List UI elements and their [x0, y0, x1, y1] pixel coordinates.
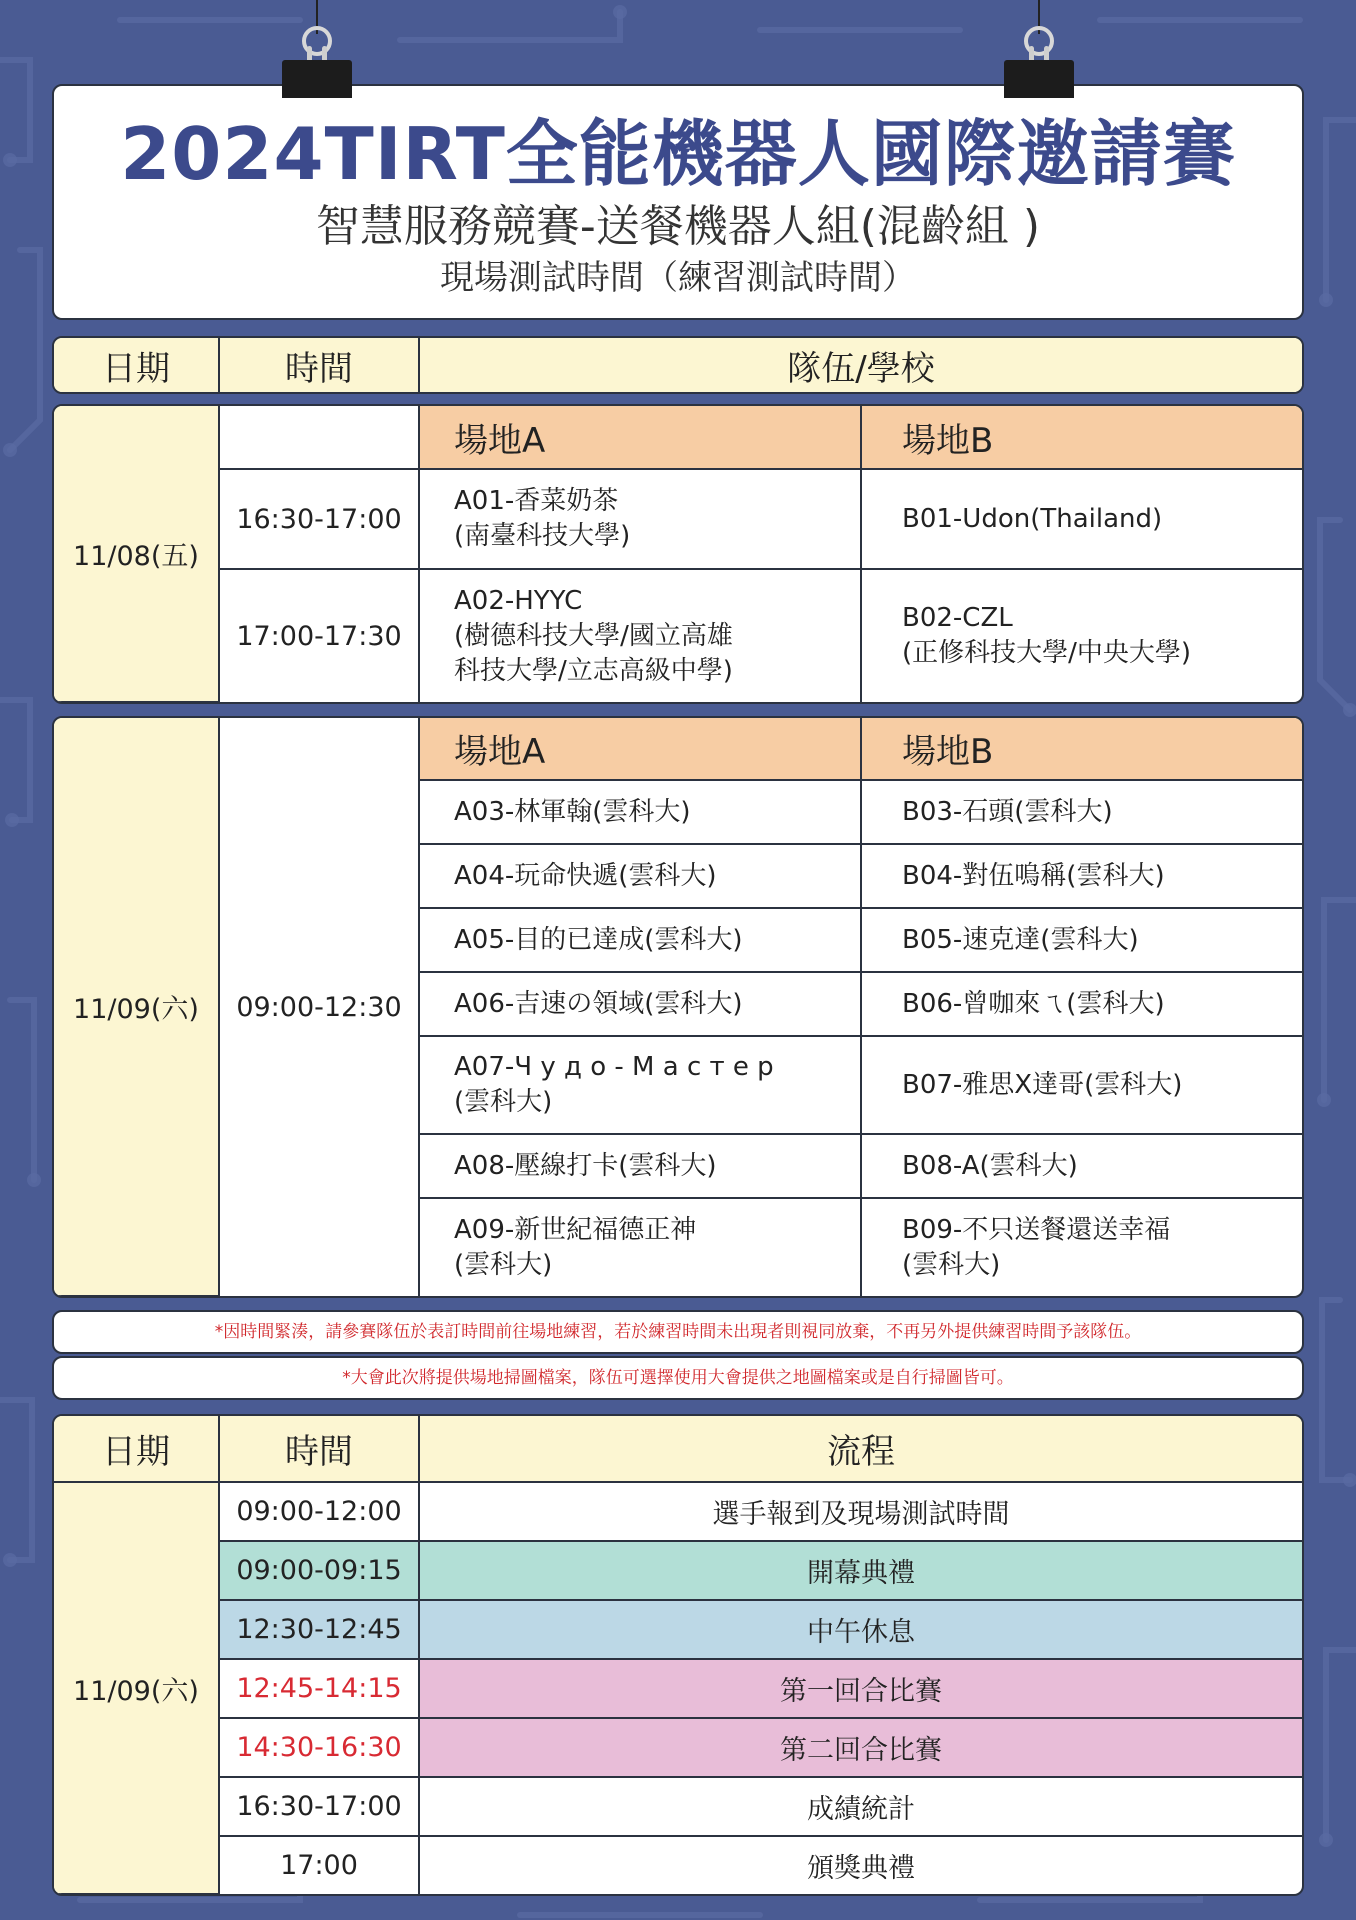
team-b05: B05-速克達(雲科大): [861, 908, 1302, 972]
day2-time: 09:00-12:30: [219, 718, 419, 1296]
team-b09: B09-不只送餐還送幸福 (雲科大): [861, 1198, 1302, 1296]
schedule-event: 成績統計: [419, 1777, 1302, 1836]
day1-slot-time: 17:00-17:30: [219, 569, 419, 702]
day1-date: 11/08(五): [54, 406, 219, 702]
team-a09: A09-新世紀福德正神 (雲科大): [419, 1198, 861, 1296]
header-team: 隊伍/學校: [419, 338, 1302, 392]
schedule-time: 17:00: [219, 1836, 419, 1894]
header-flow: 流程: [419, 1416, 1302, 1482]
team-b06: B06-曾咖來ㄟ(雲科大): [861, 972, 1302, 1036]
schedule-time: 09:00-09:15: [219, 1541, 419, 1600]
day2-date: 11/09(六): [54, 718, 219, 1296]
team-a01: A01-香菜奶茶 (南臺科技大學): [419, 469, 861, 569]
team-a04: A04-玩命快遞(雲科大): [419, 844, 861, 908]
team-a03: A03-林軍翰(雲科大): [419, 780, 861, 844]
team-b01: B01-Udon(Thailand): [861, 469, 1302, 569]
schedule-event: 頒獎典禮: [419, 1836, 1302, 1894]
day1-slot-time: 16:30-17:00: [219, 469, 419, 569]
team-a06: A06-吉速の領域(雲科大): [419, 972, 861, 1036]
page-subtitle: 智慧服務競賽-送餐機器人組(混齡組 ): [315, 201, 1041, 252]
title-panel: [52, 84, 1304, 320]
clip-jaw: [1004, 60, 1074, 98]
schedule-date: 11/09(六): [54, 1482, 219, 1894]
note-1: *因時間緊湊，請參賽隊伍於表訂時間前往場地練習，若於練習時間未出現者則視同放棄，不再另外提供練習時間予該隊伍。: [52, 1310, 1304, 1354]
schedule-event: 第一回合比賽: [419, 1659, 1302, 1718]
day2-table: [52, 716, 1304, 1298]
page-title: 2024TIRT全能機器人國際邀請賽: [120, 112, 1236, 196]
practice-header: [52, 336, 1304, 394]
team-b04: B04-對伍嗚稱(雲科大): [861, 844, 1302, 908]
note-2: *大會此次將提供場地掃圖檔案，隊伍可選擇使用大會提供之地圖檔案或是自行掃圖皆可。: [52, 1356, 1304, 1400]
day1-time-spacer: [219, 406, 419, 469]
binder-clip-left: [282, 0, 352, 98]
schedule-event: 中午休息: [419, 1600, 1302, 1659]
header-date: 日期: [54, 338, 219, 392]
day1-table: [52, 404, 1304, 704]
schedule-time: 12:45-14:15: [219, 1659, 419, 1718]
team-b02: B02-CZL (正修科技大學/中央大學): [861, 569, 1302, 702]
venue-b-header: 場地B: [861, 718, 1302, 780]
schedule-table: [52, 1414, 1304, 1896]
schedule-time: 12:30-12:45: [219, 1600, 419, 1659]
schedule-event: 選手報到及現場測試時間: [419, 1482, 1302, 1541]
venue-a-header: 場地A: [419, 406, 861, 469]
schedule-event: 開幕典禮: [419, 1541, 1302, 1600]
page-subtitle-2: 現場測試時間（練習測試時間）: [440, 258, 916, 298]
schedule-time: 14:30-16:30: [219, 1718, 419, 1777]
venue-a-header: 場地A: [419, 718, 861, 780]
schedule-time: 09:00-12:00: [219, 1482, 419, 1541]
team-b03: B03-石頭(雲科大): [861, 780, 1302, 844]
team-a07: A07-Ч у д о - М а с т е р (雲科大): [419, 1036, 861, 1134]
header-date: 日期: [54, 1416, 219, 1482]
team-b08: B08-A(雲科大): [861, 1134, 1302, 1198]
team-a08: A08-壓線打卡(雲科大): [419, 1134, 861, 1198]
venue-b-header: 場地B: [861, 406, 1302, 469]
binder-clip-right: [1004, 0, 1074, 98]
team-a02: A02-HYYC (樹德科技大學/國立高雄 科技大學/立志高級中學): [419, 569, 861, 702]
schedule-time: 16:30-17:00: [219, 1777, 419, 1836]
team-a05: A05-目的已達成(雲科大): [419, 908, 861, 972]
schedule-event: 第二回合比賽: [419, 1718, 1302, 1777]
team-b07: B07-雅思X達哥(雲科大): [861, 1036, 1302, 1134]
clip-jaw: [282, 60, 352, 98]
header-time: 時間: [219, 338, 419, 392]
header-time: 時間: [219, 1416, 419, 1482]
